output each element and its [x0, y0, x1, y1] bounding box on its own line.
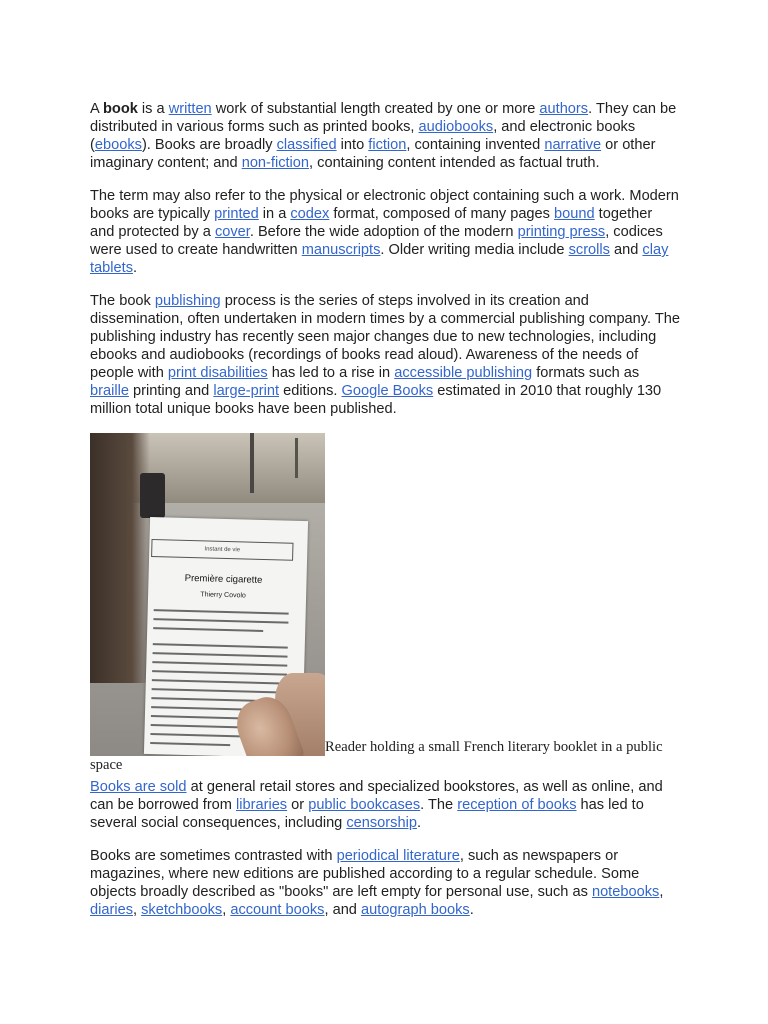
- text: format, composed of many pages: [329, 206, 555, 222]
- booklet-text-line: [152, 670, 287, 676]
- text: , and electronic books (: [90, 119, 636, 153]
- text: , containing invented: [406, 137, 545, 153]
- paragraph-periodicals: [90, 847, 680, 919]
- booklet-text-line: [153, 652, 288, 658]
- paragraph-sales: [90, 778, 680, 832]
- text: .: [133, 260, 138, 276]
- link-libraries[interactable]: libraries: [236, 797, 288, 813]
- link-publishing[interactable]: publishing: [154, 293, 221, 309]
- text: estimated in 2010 that roughly 130 million total unique books have been published.: [90, 383, 662, 417]
- text: formats such as: [532, 365, 640, 381]
- link-ebooks[interactable]: ebooks: [94, 137, 142, 153]
- link-narrative[interactable]: narrative: [544, 137, 602, 153]
- paragraph-intro: [90, 100, 680, 172]
- text: The term may also refer to the physical or electronic object containing such a work. Modern books are typically: [90, 188, 679, 222]
- link-books-are-sold[interactable]: Books are sold: [90, 779, 187, 795]
- bold-term-book: book: [102, 101, 138, 117]
- text: ,: [222, 902, 231, 918]
- booklet-text-line: [150, 733, 240, 737]
- text: .: [416, 815, 421, 831]
- link-non-fiction[interactable]: non-fiction: [241, 155, 310, 171]
- link-accessible-publishing[interactable]: accessible publishing: [394, 365, 533, 381]
- link-diaries[interactable]: diaries: [90, 902, 133, 918]
- link-reception-of-books[interactable]: reception of books: [457, 797, 577, 813]
- link-google-books[interactable]: Google Books: [341, 383, 434, 399]
- link-authors[interactable]: authors: [539, 101, 589, 117]
- text: . Before the wide adoption of the modern: [249, 224, 518, 240]
- booklet-photo: [90, 433, 325, 756]
- link-audiobooks[interactable]: audiobooks: [418, 119, 494, 135]
- article-body: [90, 100, 680, 934]
- text: , containing content intended as factual truth.: [309, 155, 600, 171]
- booklet-box: [151, 539, 293, 561]
- text: . They can be distributed in various forms such as printed books,: [90, 101, 677, 135]
- text: is a: [137, 101, 169, 117]
- booklet-text-line: [154, 609, 289, 615]
- link-print-disabilities[interactable]: print disabilities: [167, 365, 268, 381]
- text: .: [469, 902, 474, 918]
- text: or: [287, 797, 309, 813]
- text: ,: [659, 884, 664, 900]
- link-censorship[interactable]: censorship: [346, 815, 417, 831]
- link-autograph-books[interactable]: autograph books: [360, 902, 470, 918]
- photo-pole: [295, 438, 298, 478]
- booklet-text-line: [153, 627, 263, 632]
- figure-booklet: [90, 433, 680, 774]
- link-sketchbooks[interactable]: sketchbooks: [141, 902, 223, 918]
- link-scrolls[interactable]: scrolls: [568, 242, 610, 258]
- booklet-title: Première cigarette: [184, 572, 263, 586]
- booklet-text-line: [150, 742, 230, 746]
- link-manuscripts[interactable]: manuscripts: [301, 242, 381, 258]
- link-periodical-literature[interactable]: periodical literature: [336, 848, 460, 864]
- photo-person: [90, 433, 150, 683]
- text: has led to a rise in: [267, 365, 395, 381]
- text: A: [90, 101, 103, 117]
- booklet-author: Thierry Covolo: [200, 591, 246, 600]
- text: ,: [133, 902, 142, 918]
- link-classified[interactable]: classified: [276, 137, 337, 153]
- text: ). Books are broadly: [141, 137, 277, 153]
- text: together and protected by a: [90, 206, 653, 240]
- booklet-text-line: [151, 724, 251, 729]
- booklet-box-text: Instant de vie: [204, 546, 241, 554]
- link-codex[interactable]: codex: [290, 206, 330, 222]
- text: into: [336, 137, 369, 153]
- paragraph-publishing: [90, 292, 680, 418]
- booklet-text-line: [152, 661, 287, 667]
- link-cover[interactable]: cover: [214, 224, 250, 240]
- link-bound[interactable]: bound: [554, 206, 595, 222]
- text: at general retail stores and specialized bookstores, as well as online, and can be borrowed from: [90, 779, 663, 813]
- text: , such as newspapers or magazines, where new editions are published according to a regular schedule. Some objects broadly described as "books" are left empty for personal use, such as: [90, 848, 640, 900]
- link-fiction[interactable]: fiction: [368, 137, 407, 153]
- text: The book: [90, 293, 155, 309]
- text: , and: [324, 902, 361, 918]
- link-printed[interactable]: printed: [214, 206, 259, 222]
- booklet-text-line: [152, 688, 287, 694]
- link-clay-tablets[interactable]: clay tablets: [90, 242, 669, 276]
- link-braille[interactable]: braille: [90, 383, 129, 399]
- photo-bag: [140, 473, 165, 518]
- booklet-text-line: [153, 618, 288, 624]
- photo-pole: [250, 433, 254, 493]
- link-large-print[interactable]: large-print: [213, 383, 280, 399]
- text: and: [609, 242, 643, 258]
- link-account-books[interactable]: account books: [230, 902, 325, 918]
- figure-caption: Reader holding a small French literary booklet in a public space: [90, 739, 663, 773]
- text: in a: [258, 206, 291, 222]
- text: process is the series of steps involved in its creation and dissemination, often undertaken in modern times by a commercial publishing company. The publishing industry has recently seen major changes due to new technologies, including ebooks and audiobooks (recordings of books read aloud). Awareness of the needs of people with: [90, 293, 680, 381]
- paragraph-physical-object: [90, 187, 680, 277]
- text: work of substantial length created by one or more: [211, 101, 540, 117]
- text: or other imaginary content; and: [90, 137, 656, 171]
- text: printing and: [128, 383, 214, 399]
- text: , codices were used to create handwritten: [90, 224, 663, 258]
- booklet-text-line: [152, 679, 287, 685]
- text: Books are sometimes contrasted with: [90, 848, 337, 864]
- link-public-bookcases[interactable]: public bookcases: [308, 797, 421, 813]
- link-printing-press[interactable]: printing press: [517, 224, 606, 240]
- text: has led to several social consequences, including: [90, 797, 644, 831]
- text: editions.: [279, 383, 342, 399]
- text: . The: [420, 797, 458, 813]
- booklet-text-line: [153, 643, 288, 649]
- text: . Older writing media include: [380, 242, 569, 258]
- link-notebooks[interactable]: notebooks: [591, 884, 660, 900]
- link-written[interactable]: written: [168, 101, 212, 117]
